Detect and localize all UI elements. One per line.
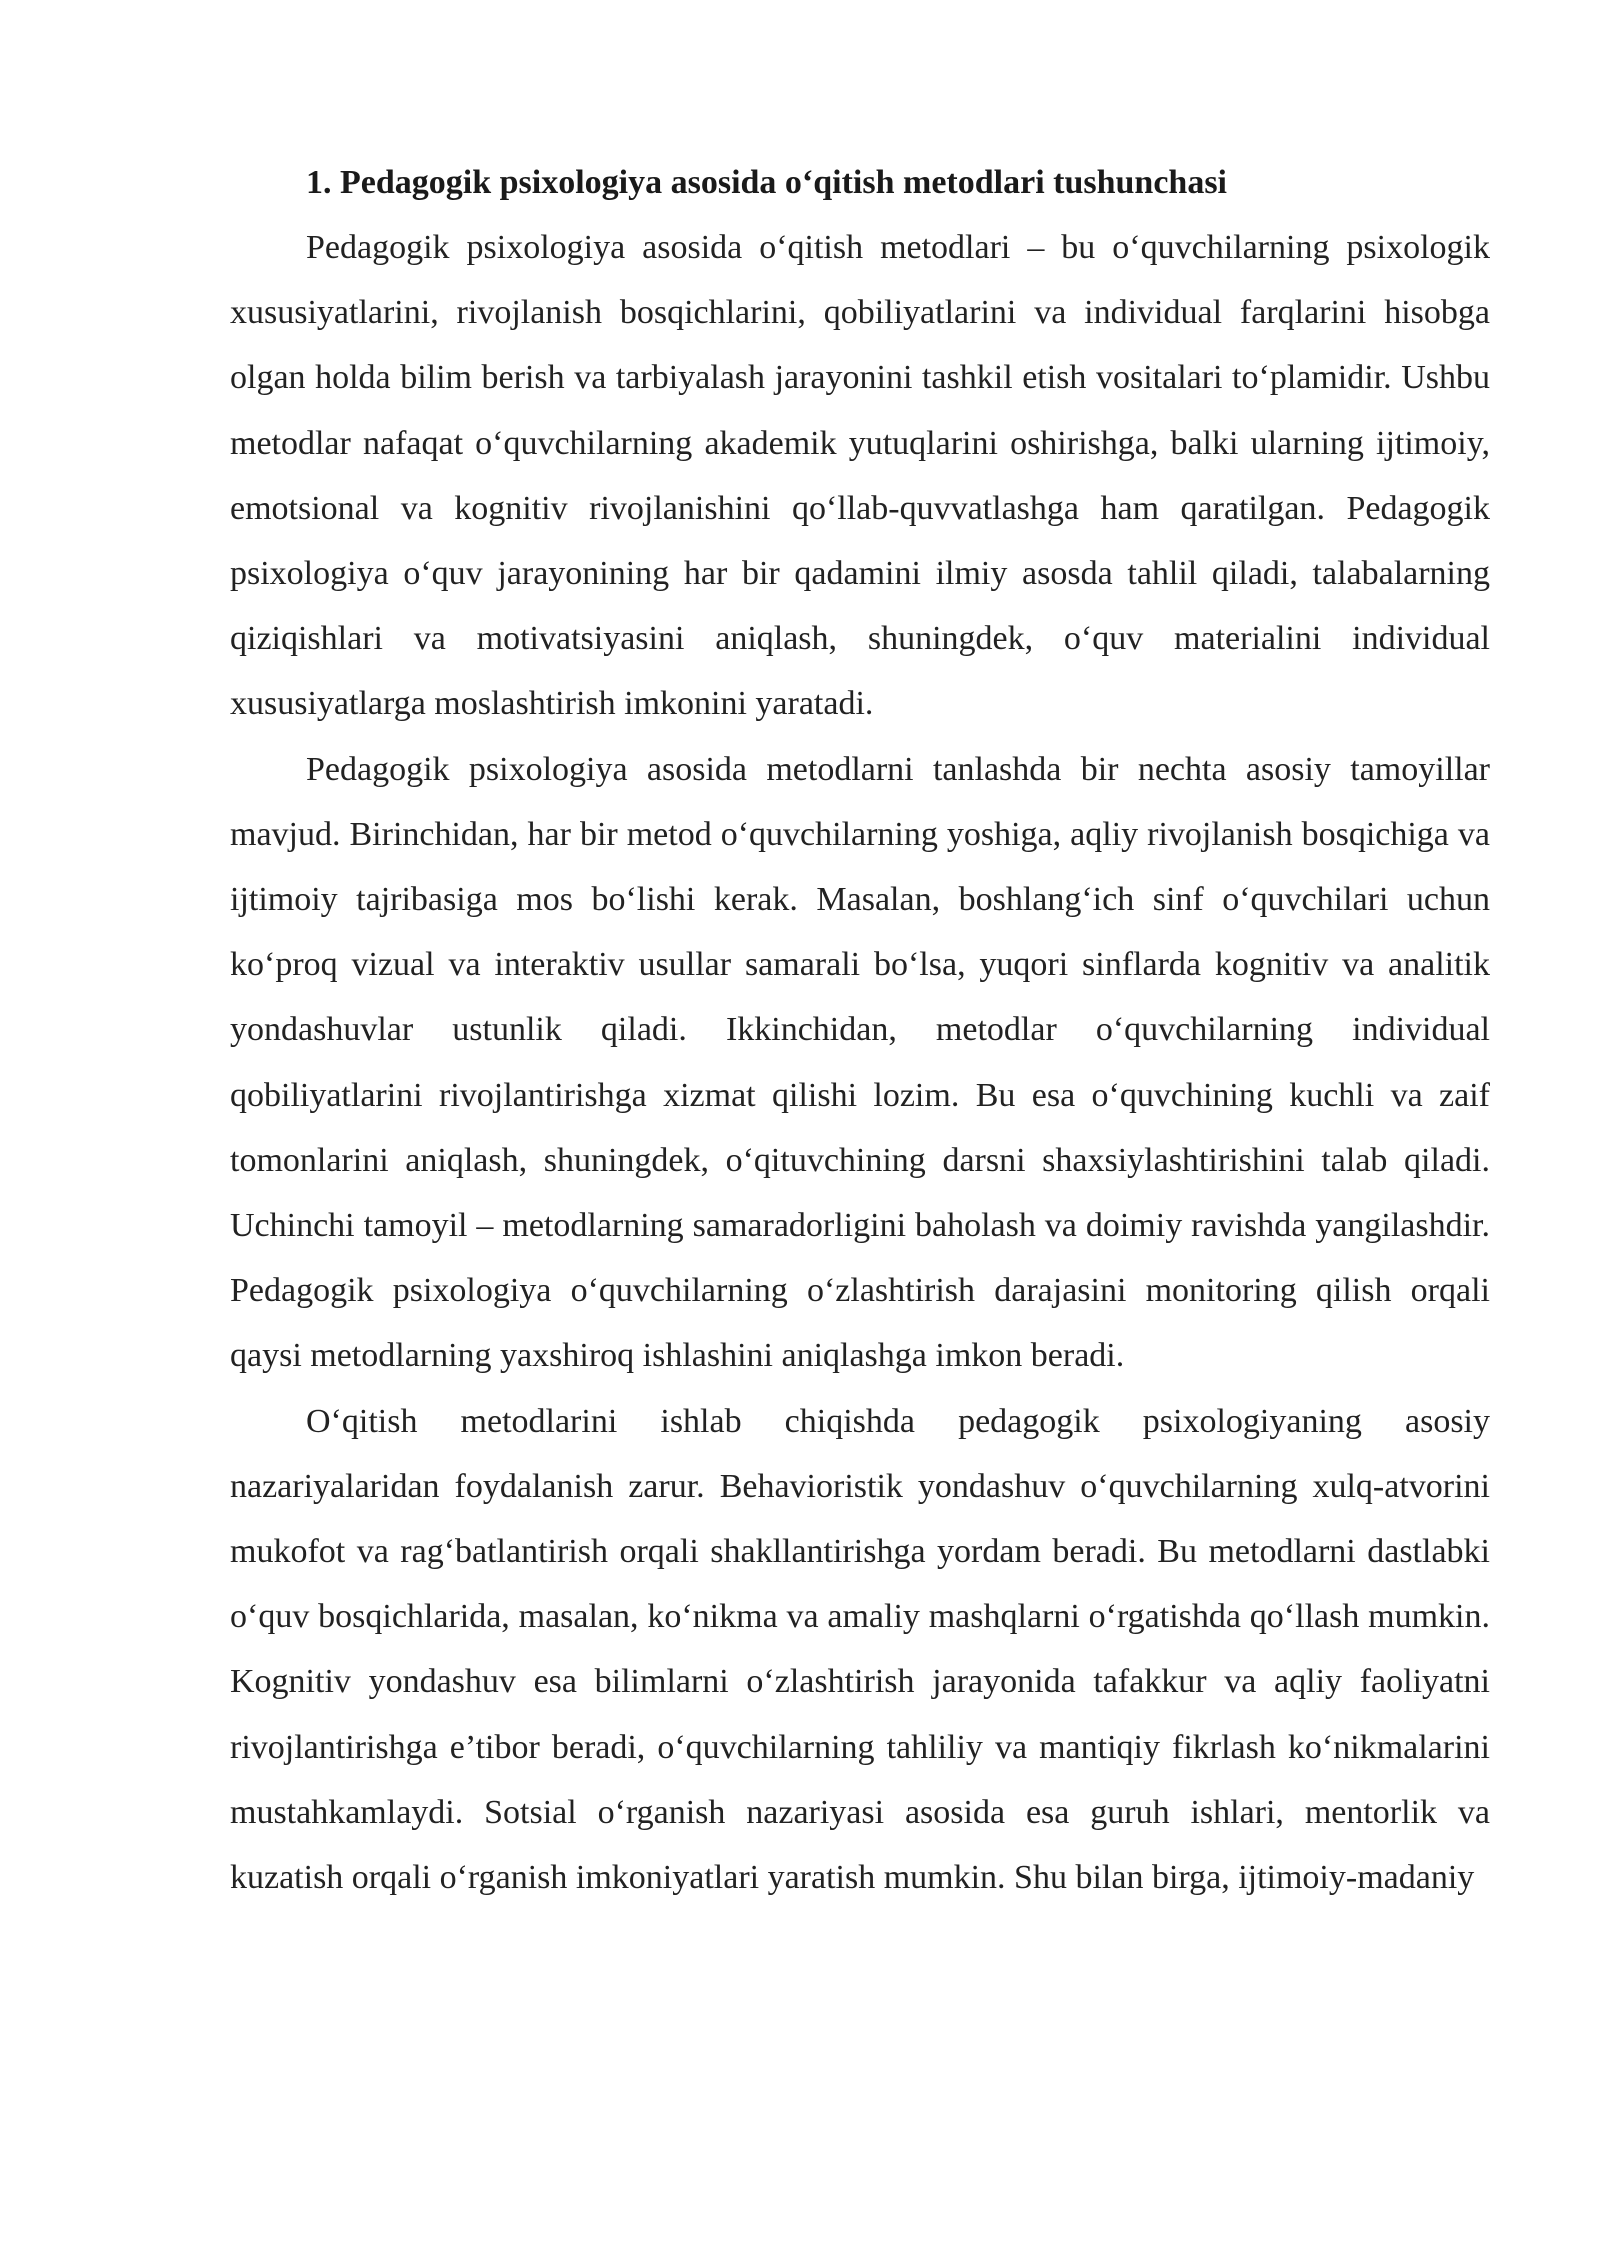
paragraph-theories: O‘qitish metodlarini ishlab chiqishda pedagogik psixologiyaning asosiy nazariyalaridan foydalanish zarur. Behavioristik yondashuv o‘quvchilarning xulq-atvorini mukofot va rag‘batlantirish orqali shakllantirishga yordam beradi. Bu metodlarni dastlabki o‘quv bosqichlarida, masalan, ko‘nikma va amaliy mashqlarni o‘rgatishda qo‘llash mumkin. Kognitiv yondashuv esa bilimlarni o‘zlashtirish jarayonida tafakkur va aqliy faoliyatni rivojlantirishga e’tibor beradi, o‘quvchilarning tahliliy va mantiqiy fikrlash ko‘nikmalarini mustahkamlaydi. Sotsial o‘rganish nazariyasi asosida esa guruh ishlari, mentorlik va kuzatish orqali o‘rganish imkoniyatlari yaratish mumkin. Shu bilan birga, ijtimoiy-madaniy: [230, 1402, 1490, 1897]
section-heading: 1. Pedagogik psixologiya asosida o‘qitish metodlari tushunchasi: [306, 164, 1228, 201]
paragraph-principles: Pedagogik psixologiya asosida metodlarni tanlashda bir nechta asosiy tamoyillar mavjud. Birinchidan, har bir metod o‘quvchilarning yoshiga, aqliy rivojlanish bosqichiga va ijtimoiy tajribasiga mos bo‘lishi kerak. Masalan, boshlang‘ich sinf o‘quvchilari uchun ko‘proq vizual va interaktiv usullar samarali bo‘lsa, yuqori sinflarda kognitiv va analitik yondashuvlar ustunlik qiladi. Ikkinchidan, metodlar o‘quvchilarning individual qobiliyatlarini rivojlantirishga xizmat qilishi lozim. Bu esa o‘quvchining kuchli va zaif tomonlarini aniqlash, shuningdek, o‘qituvchining darsni shaxsiylashtirishini talab qiladi. Uchinchi tamoyil – metodlarning samaradorligini baholash va doimiy ravishda yangilashdir. Pedagogik psixologiya o‘quvchilarning o‘zlashtirish darajasini monitoring qilish orqali qaysi metodlarning yaxshiroq ishlashini aniqlashga imkon beradi.: [230, 750, 1490, 1375]
paragraph-definition: Pedagogik psixologiya asosida o‘qitish metodlari – bu o‘quvchilarning psixologik xususiyatlarini, rivojlanish bosqichlarini, qobiliyatlarini va individual farqlarini hisobga olgan holda bilim berish va tarbiyalash jarayonini tashkil etish vositalari to‘plamidir. Ushbu metodlar nafaqat o‘quvchilarning akademik yutuqlarini oshirishga, balki ularning ijtimoiy, emotsional va kognitiv rivojlanishini qo‘llab-quvvatlashga ham qaratilgan. Pedagogik psixologiya o‘quv jarayonining har bir qadamini ilmiy asosda tahlil qiladi, talabalarning qiziqishlari va motivatsiyasini aniqlash, shuningdek, o‘quv materialini individual xususiyatlarga moslashtirish imkonini yaratadi.: [230, 229, 1490, 723]
document-body: [230, 150, 1490, 1910]
